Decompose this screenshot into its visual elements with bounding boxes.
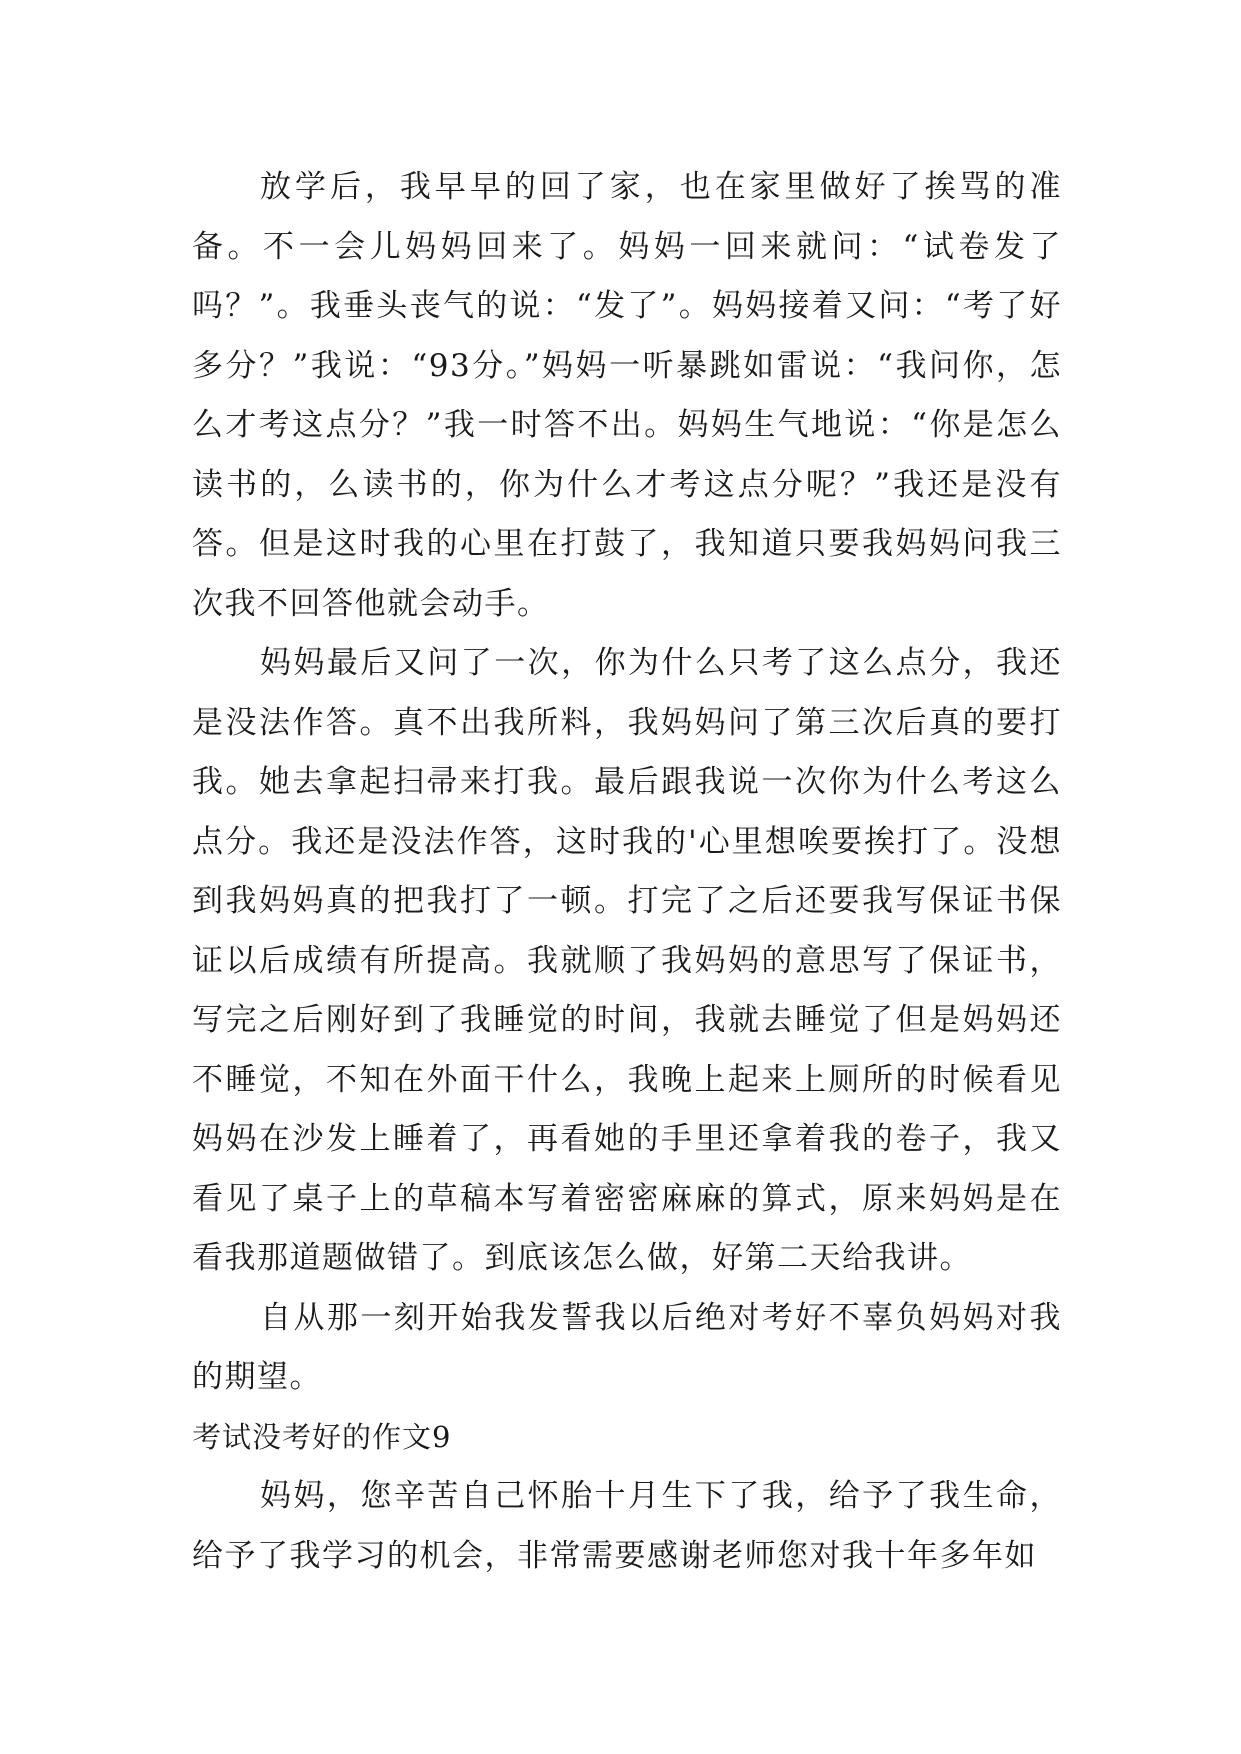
section-heading: 考试没考好的作文9 xyxy=(192,1419,452,1454)
paragraph-4: 妈妈，您辛苦自己怀胎十月生下了我，给予了我生命，给予了我学习的机会，非常需要感谢老师您对我十年多年如 xyxy=(192,1478,1062,1574)
paragraph-1: 放学后，我早早的回了家，也在家里做好了挨骂的准备。不一会儿妈妈回来了。妈妈一回来就问：“试卷发了吗？”。我垂头丧气的说：“发了”。妈妈接着又问：“考了好多分？”我说：“93分。”妈妈一听暴跳如雷说：“我问你，怎么才考这点分？”我一时答不出。妈妈生气地说：“你是怎么读书的，么读书的，你为什么才考这点分呢？”我还是没有答。但是这时我的心里在打鼓了，我知道只要我妈妈问我三次我不回答他就会动手。 xyxy=(192,169,1062,622)
paragraph-2: 妈妈最后又问了一次，你为什么只考了这么点分，我还是没法作答。真不出我所料，我妈妈问了第三次后真的要打我。她去拿起扫帚来打我。最后跟我说一次你为什么考这么点分。我还是没法作答，这时我的'心里想唉要挨打了。没想到我妈妈真的把我打了一顿。打完了之后还要我写保证书保证以后成绩有所提高。我就顺了我妈妈的意思写了保证书，写完之后刚好到了我睡觉的时间，我就去睡觉了但是妈妈还不睡觉，不知在外面干什么，我晚上起来上厕所的时候看见妈妈在沙发上睡着了，再看她的手里还拿着我的卷子，我又看见了桌子上的草稿本写着密密麻麻的算式，原来妈妈是在看我那道题做错了。到底该怎么做，好第二天给我讲。 xyxy=(192,645,1062,1276)
document-page xyxy=(192,158,1062,1586)
paragraph-3: 自从那一刻开始我发誓我以后绝对考好不辜负妈妈对我的期望。 xyxy=(192,1299,1062,1395)
